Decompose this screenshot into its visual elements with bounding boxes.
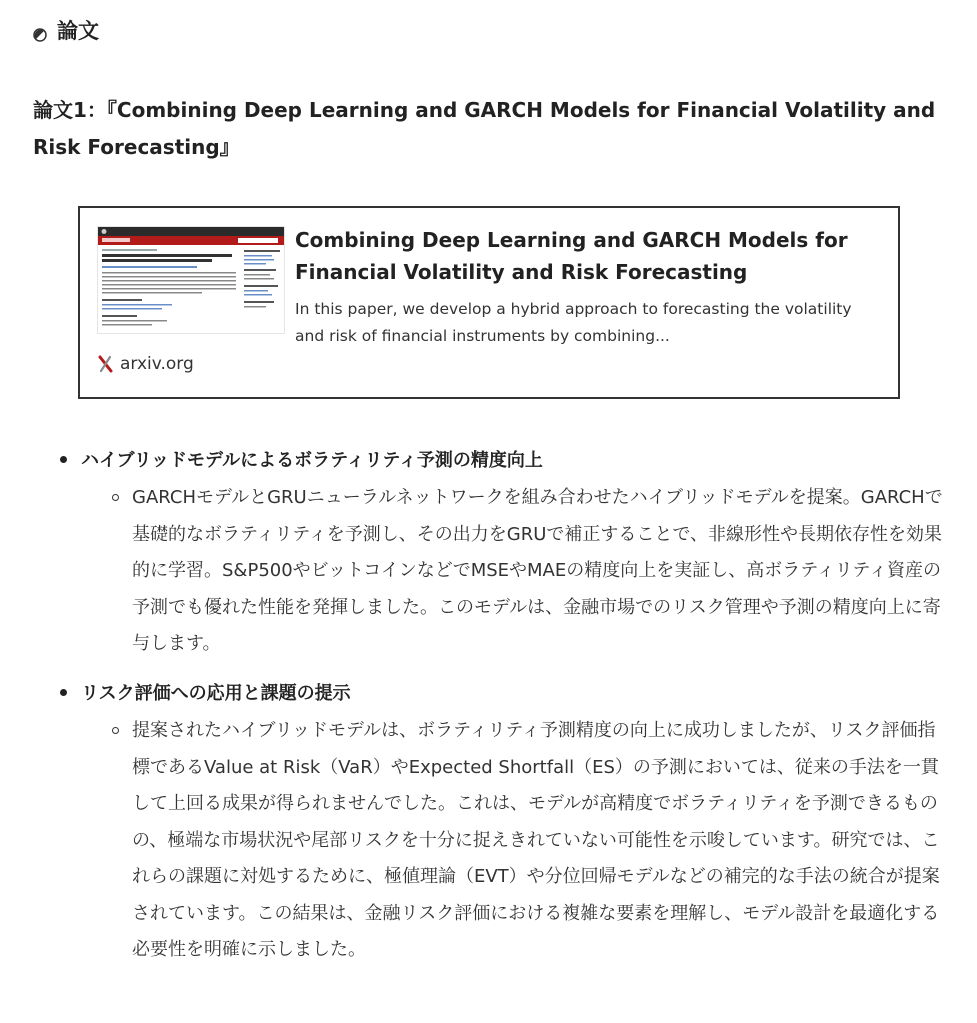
- bullet-disc-icon: [60, 689, 67, 696]
- point-heading: [60, 446, 543, 472]
- card-thumbnail: [97, 226, 285, 334]
- card-title[interactable]: Combining Deep Learning and GARCH Models for Financial Volatility and Risk Forecasting: [295, 228, 848, 284]
- point-heading-text: リスク評価への応用と課題の提示: [81, 683, 351, 704]
- sub-item: [112, 480, 947, 663]
- card-source-text: arxiv.org: [120, 354, 194, 374]
- sub-item: [112, 713, 947, 969]
- card-source[interactable]: [98, 354, 194, 374]
- point-heading: [60, 679, 351, 705]
- link-card[interactable]: [78, 206, 900, 399]
- bullet-circle-icon: [112, 727, 119, 734]
- bullet-circle-icon: [112, 494, 119, 501]
- arxiv-logo-icon: [98, 355, 114, 373]
- bullet-disc-icon: [60, 456, 67, 463]
- card-description: In this paper, we develop a hybrid approach to forecasting the volatility and risk of financial instruments by combining...: [295, 300, 852, 345]
- section-heading: [33, 14, 99, 46]
- point-detail: GARCHモデルとGRUニューラルネットワークを組み合わせたハイブリッドモデルを提案。GARCHで基礎的なボラティリティを予測し、その出力をGRUで補正することで、非線形性や長期依存性を効果的に学習。S&P500やビットコインなどでMSEやMAEの精度向上を実証し、高ボラティリティ資産の予測でも優れた性能を発揮しました。このモデルは、金融市場でのリスク管理や予測の精度向上に寄与します。: [132, 487, 943, 654]
- half-circle-icon: [33, 23, 47, 37]
- point-heading-text: ハイブリッドモデルによるボラティリティ予測の精度向上: [81, 450, 543, 471]
- paper-title: 論文1：『Combining Deep Learning and GARCH Models for Financial Volatility and Risk Forecasting』: [33, 98, 936, 159]
- point-detail: 提案されたハイブリッドモデルは、ボラティリティ予測精度の向上に成功しましたが、リスク評価指標であるValue at Risk（VaR）やExpected Shortfall（ES）の予測においては、従来の手法を一貫して上回る成果が得られませんでした。これは、モデルが高精度でボラティリティを予測できるものの、極端な市場状況や尾部リスクを十分に捉えきれていない可能性を示唆しています。研究では、これらの課題に対処するために、極値理論（EVT）や分位回帰モデルなどの補完的な手法の統合が提案されています。この結果は、金融リスク評価における複雑な要素を理解し、モデル設計を最適化する必要性を明確に示しました。: [132, 720, 940, 960]
- section-heading-text: 論文: [57, 19, 99, 43]
